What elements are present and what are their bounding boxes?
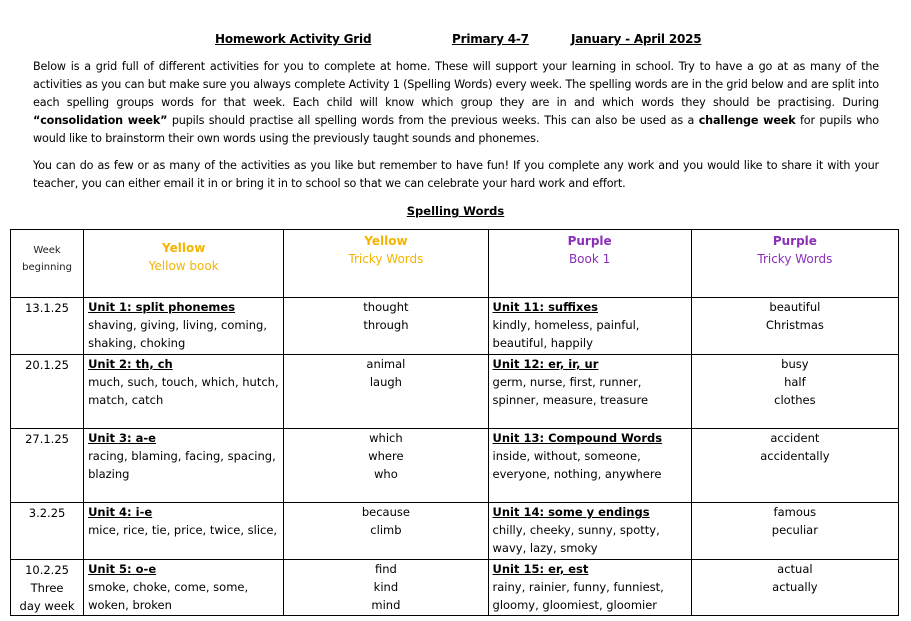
tricky-word: kind [373,580,399,594]
unit-words: inside, without, someone, everyone, nothing, anywhere [492,449,662,481]
header-week-line2: beginning [22,262,72,273]
table-row [11,429,899,503]
purple-tricky-cell [691,503,898,560]
tricky-word: busy [781,357,809,371]
purple-unit-cell [488,355,691,429]
purple-tricky-cell [691,560,898,616]
header-yellow-group: Yellow [162,241,206,255]
week-date: 27.1.25 [25,432,69,446]
tricky-word: where [368,449,404,463]
unit-words: germ, nurse, first, runner, spinner, measure, treasure [492,375,649,407]
week-note: day week [19,599,75,613]
unit-title: Unit 1: split phonemes [88,300,236,314]
yellow-unit-cell [84,429,284,503]
spelling-words-title: Spelling Words [406,204,505,218]
yellow-tricky-cell [284,560,488,616]
purple-tricky-cell [691,298,898,355]
yellow-unit-cell [84,560,284,616]
header-purple-group: Purple [567,234,612,248]
tricky-word: beautiful [769,300,821,314]
header-week [11,230,84,298]
tricky-word: mind [371,598,401,612]
tricky-word: which [369,431,403,445]
tricky-word: half [784,375,806,389]
unit-words: kindly, homeless, painful, beautiful, happily [492,318,640,350]
unit-words: chilly, cheeky, sunny, spotty, wavy, lazy, smoky [492,523,660,555]
purple-unit-cell [488,429,691,503]
tricky-word: peculiar [771,523,818,537]
unit-words: mice, rice, tie, price, twice, slice, [88,523,278,537]
unit-title: Unit 3: a-e [88,431,156,445]
header-yellow-book-label: Yellow book [148,259,219,273]
unit-title: Unit 13: Compound Words [492,431,663,445]
header-purple-book-label: Book 1 [568,252,611,266]
table-row [11,503,899,560]
week-cell [11,429,84,503]
unit-words: racing, blaming, facing, spacing, blazing [88,449,276,481]
document-title: Homework Activity Grid [215,32,372,46]
consolidation-week-term: “consolidation week” [33,114,168,127]
header-yellow-tricky [284,230,488,298]
tricky-word: through [363,318,409,332]
unit-words: shaving, giving, living, coming, shaking, choking [88,318,267,350]
spelling-table [10,229,899,616]
week-cell [11,355,84,429]
tricky-word: Christmas [765,318,824,332]
yellow-unit-cell [84,503,284,560]
table-row [11,355,899,429]
header-yellow-book [84,230,284,298]
tricky-word: clothes [774,393,816,407]
intro-paragraph-1 [33,58,879,148]
purple-unit-cell [488,298,691,355]
header-purple-tricky-group: Purple [772,234,817,248]
yellow-unit-cell [84,298,284,355]
term-label: January - April 2025 [571,32,702,46]
header-purple-book [488,230,691,298]
spelling-words-heading [0,204,911,218]
level-label: Primary 4-7 [452,32,529,46]
yellow-tricky-cell [284,355,488,429]
unit-title: Unit 14: some y endings [492,505,650,519]
unit-title: Unit 2: th, ch [88,357,173,371]
tricky-word: find [374,562,397,576]
tricky-word: thought [363,300,409,314]
tricky-word: accident [770,431,820,445]
table-row [11,298,899,355]
document-header [0,32,911,48]
tricky-word: actual [777,562,813,576]
tricky-word: accidentally [760,449,830,463]
intro-paragraph-2: You can do as few or as many of the activities as you like but remember to have fun! If you complete any work and you would like to share it with your teacher, you can either email it in or bring it in to school so that we can celebrate your hard work and effort. [33,159,879,190]
intro-text-c: for pupils who would like to brainstorm their own words using the previously taught sounds and phonemes. [33,114,879,145]
yellow-tricky-cell [284,429,488,503]
header-week-line1: Week [33,245,61,256]
tricky-word: famous [773,505,817,519]
week-note: Three [30,581,64,595]
week-cell [11,298,84,355]
purple-tricky-cell [691,429,898,503]
yellow-tricky-cell [284,503,488,560]
intro-text-a: Below is a grid full of different activities for you to complete at home. These will support your learning in school. Try to have a go at as many of the activities as you can but make sure you always complete Activity 1 (Spelling Words) every week. The spelling words are in the grid below and are split into each spelling groups words for that week. Each child will know which group they are in and which words they should be practising. During [33,60,879,109]
tricky-word: who [374,467,398,481]
purple-tricky-cell [691,355,898,429]
intro-text-b: pupils should practise all spelling words from the previous weeks. This can also be used as a [167,114,699,127]
tricky-word: animal [366,357,406,371]
header-purple-tricky-label: Tricky Words [757,252,833,266]
week-date: 20.1.25 [25,358,69,372]
unit-title: Unit 12: er, ir, ur [492,357,599,371]
purple-unit-cell [488,503,691,560]
unit-title: Unit 11: suffixes [492,300,599,314]
week-cell [11,503,84,560]
purple-unit-cell [488,560,691,616]
week-date: 10.2.25 [25,563,69,577]
tricky-word: actually [772,580,818,594]
unit-words: smoke, choke, come, some, woken, broken [88,580,249,612]
yellow-unit-cell [84,355,284,429]
yellow-tricky-cell [284,298,488,355]
unit-title: Unit 4: i-e [88,505,153,519]
week-date: 3.2.25 [28,506,66,520]
header-yellow-tricky-group: Yellow [364,234,408,248]
challenge-week-term: challenge week [698,114,796,127]
table-row [11,560,899,616]
unit-words: much, such, touch, which, hutch, match, catch [88,375,279,407]
tricky-word: climb [370,523,402,537]
week-cell [11,560,84,616]
week-date: 13.1.25 [25,301,69,315]
tricky-word: laugh [369,375,402,389]
header-purple-tricky [691,230,898,298]
unit-title: Unit 5: o-e [88,562,157,576]
header-yellow-tricky-label: Tricky Words [348,252,424,266]
table-header-row [11,230,899,298]
tricky-word: because [361,505,410,519]
unit-title: Unit 15: er, est [492,562,589,576]
unit-words: rainy, rainier, funny, funniest, gloomy, gloomiest, gloomier [492,580,664,612]
